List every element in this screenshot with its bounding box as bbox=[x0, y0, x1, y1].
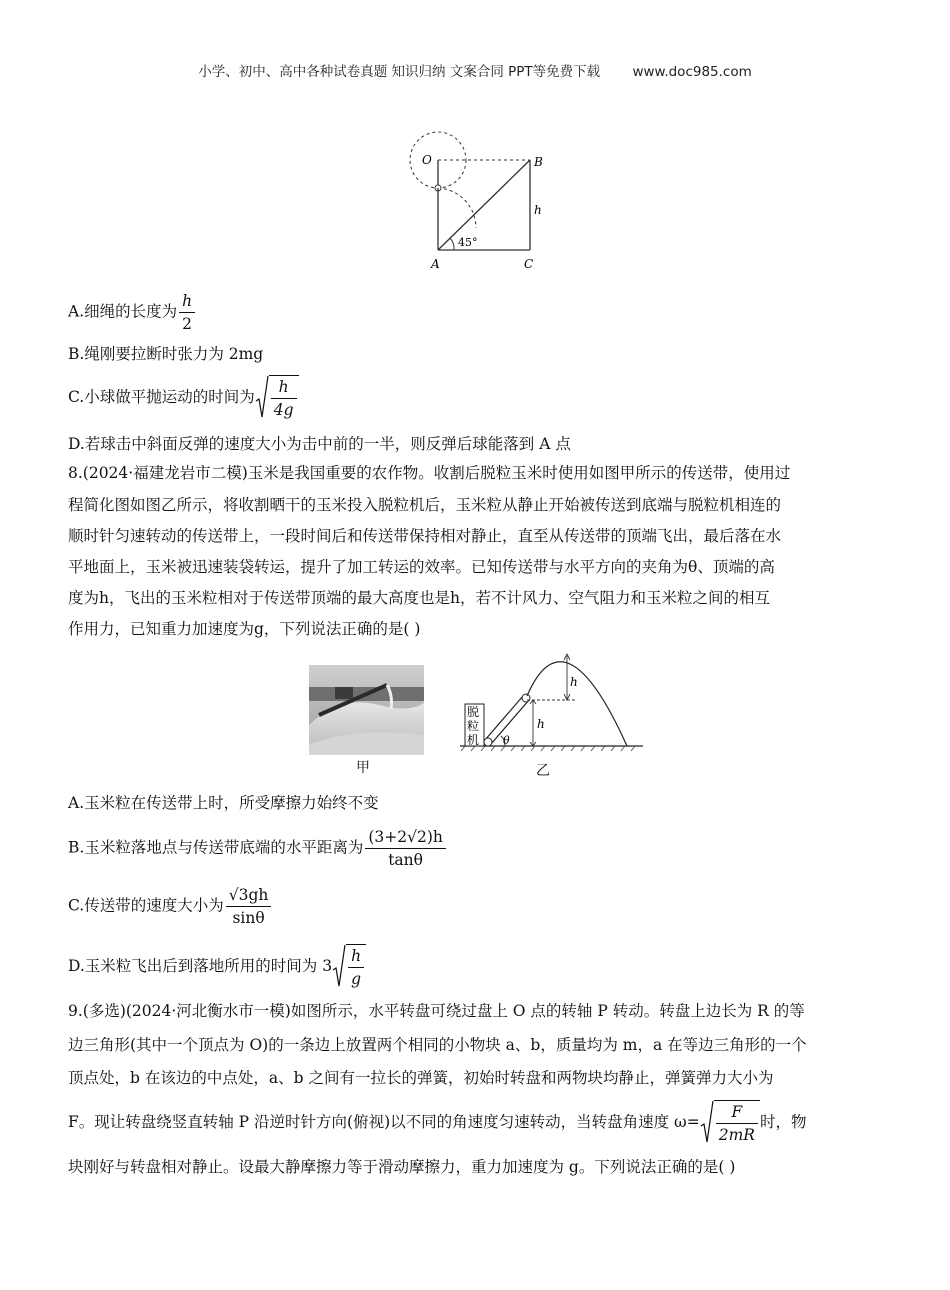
q7-c-radical bbox=[255, 375, 299, 421]
fig1-label-angle: 45° bbox=[458, 236, 478, 249]
q7-option-b: B.绳刚要拉断时张力为 2mg bbox=[68, 345, 264, 363]
q8-line-5: 度为h，飞出的玉米粒相对于传送带顶端的最大高度也是h，若不计风力、空气阻力和玉米粒之间的相互 bbox=[68, 589, 770, 607]
fig1-label-h: h bbox=[534, 203, 542, 217]
q8-option-d bbox=[68, 944, 366, 990]
fig-yi-machine-1: 脱 bbox=[467, 705, 480, 719]
q8-d-den: g bbox=[351, 970, 362, 988]
fig-yi-machine-3: 机 bbox=[467, 733, 480, 747]
q8-b-text: B.玉米粒落地点与传送带底端的水平距离为 bbox=[68, 838, 364, 857]
q8-line-2: 程简化图如图乙所示，将收割晒干的玉米投入脱粒机后，玉米粒从静止开始被传送到底端与脱粒机相连的 bbox=[68, 496, 782, 514]
fig1-label-A: A bbox=[431, 257, 440, 271]
q7-a-text: A.细绳的长度为 bbox=[68, 302, 178, 321]
q9-line-3: 顶点处，b 在该边的中点处，a、b 之间有一拉长的弹簧，初始时转盘和两物块均静止，弹簧弹力大小为 bbox=[68, 1069, 774, 1087]
q9-line-4 bbox=[68, 1100, 806, 1146]
q8-b-num: (3+2√2)h bbox=[365, 826, 446, 849]
page-header bbox=[0, 60, 950, 80]
q7-c-den: 4g bbox=[273, 401, 294, 419]
q8-b-fraction bbox=[365, 826, 446, 871]
q7-c-text: C.小球做平抛运动的时间为 bbox=[68, 388, 255, 406]
fig-yi-h-top: h bbox=[570, 675, 578, 689]
fig-jia-caption: 甲 bbox=[356, 760, 370, 776]
q8-b-den: tanθ bbox=[388, 851, 423, 869]
figure-jia-photo bbox=[309, 665, 424, 755]
fig1-label-B: B bbox=[534, 155, 543, 169]
q7-option-a bbox=[68, 290, 197, 335]
q9-line-2: 边三角形(其中一个顶点为 O)的一条边上放置两个相同的小物块 a、b，质量均为 m，a 在等边三角形的一个 bbox=[68, 1036, 807, 1054]
q8-d-radical bbox=[332, 944, 366, 990]
q9-omega-radical bbox=[700, 1100, 760, 1146]
q9-line-5: 块刚好与转盘相对静止。设最大静摩擦力等于滑动摩擦力，重力加速度为 g。下列说法正确的是( ) bbox=[68, 1158, 736, 1176]
q8-c-fraction bbox=[226, 884, 272, 929]
fig-yi-theta: θ bbox=[503, 734, 510, 747]
fig1-label-O: O bbox=[422, 153, 432, 167]
fig-yi-h-bottom: h bbox=[537, 717, 545, 731]
figure-yi-diagram bbox=[455, 648, 645, 760]
fig1-label-C: C bbox=[524, 257, 534, 271]
q8-option-c bbox=[68, 884, 273, 929]
q7-option-c bbox=[68, 375, 299, 421]
figure-incline-45 bbox=[400, 130, 560, 275]
q7-c-num: h bbox=[271, 376, 297, 399]
q8-d-num: h bbox=[348, 945, 364, 968]
q8-option-b bbox=[68, 826, 448, 871]
q8-line-4: 平地面上，玉米被迅速装袋转运，提升了加工转运的效率。已知传送带与水平方向的夹角为θ、顶端的高 bbox=[68, 558, 775, 576]
q7-option-d: D.若球击中斜面反弹的速度大小为击中前的一半，则反弹后球能落到 A 点 bbox=[68, 435, 571, 453]
q8-c-den: sinθ bbox=[232, 909, 265, 927]
q7-a-num: h bbox=[179, 290, 195, 313]
q9-omega-den: 2mR bbox=[718, 1126, 755, 1144]
header-site: www.doc985.com bbox=[632, 64, 752, 80]
q9-line-4-text: F。现让转盘绕竖直转轴 P 沿逆时针方向(俯视)以不同的角速度匀速转动，当转盘角速度 ω= bbox=[68, 1113, 700, 1131]
fig-yi-caption: 乙 bbox=[536, 763, 550, 779]
q8-c-num: √3gh bbox=[226, 884, 272, 907]
header-text: 小学、初中、高中各种试卷真题 知识归纳 文案合同 PPT等免费下载 bbox=[198, 64, 601, 80]
q9-omega-num: F bbox=[716, 1101, 758, 1124]
q9-line-1: 9.(多选)(2024·河北衡水市一模)如图所示，水平转盘可绕过盘上 O 点的转轴 P 转动。转盘上边长为 R 的等 bbox=[68, 1002, 805, 1020]
q8-c-text: C.传送带的速度大小为 bbox=[68, 896, 224, 915]
fig-yi-machine-2: 粒 bbox=[467, 719, 480, 733]
q8-line-1: 8.(2024·福建龙岩市二模)玉米是我国重要的农作物。收割后脱粒玉米时使用如图甲所示的传送带，使用过 bbox=[68, 464, 791, 482]
q7-a-den: 2 bbox=[182, 315, 193, 333]
q8-line-6: 作用力，已知重力加速度为g，下列说法正确的是( ) bbox=[68, 620, 421, 638]
q8-d-text: D.玉米粒飞出后到落地所用的时间为 3 bbox=[68, 957, 333, 975]
q9-line-4-suffix: 时，物 bbox=[759, 1113, 807, 1131]
q7-a-fraction bbox=[179, 290, 195, 335]
q8-option-a: A.玉米粒在传送带上时，所受摩擦力始终不变 bbox=[68, 794, 379, 812]
q8-line-3: 顺时针匀速转动的传送带上，一段时间后和传送带保持相对静止，直至从传送带的顶端飞出，最后落在水 bbox=[68, 527, 782, 545]
